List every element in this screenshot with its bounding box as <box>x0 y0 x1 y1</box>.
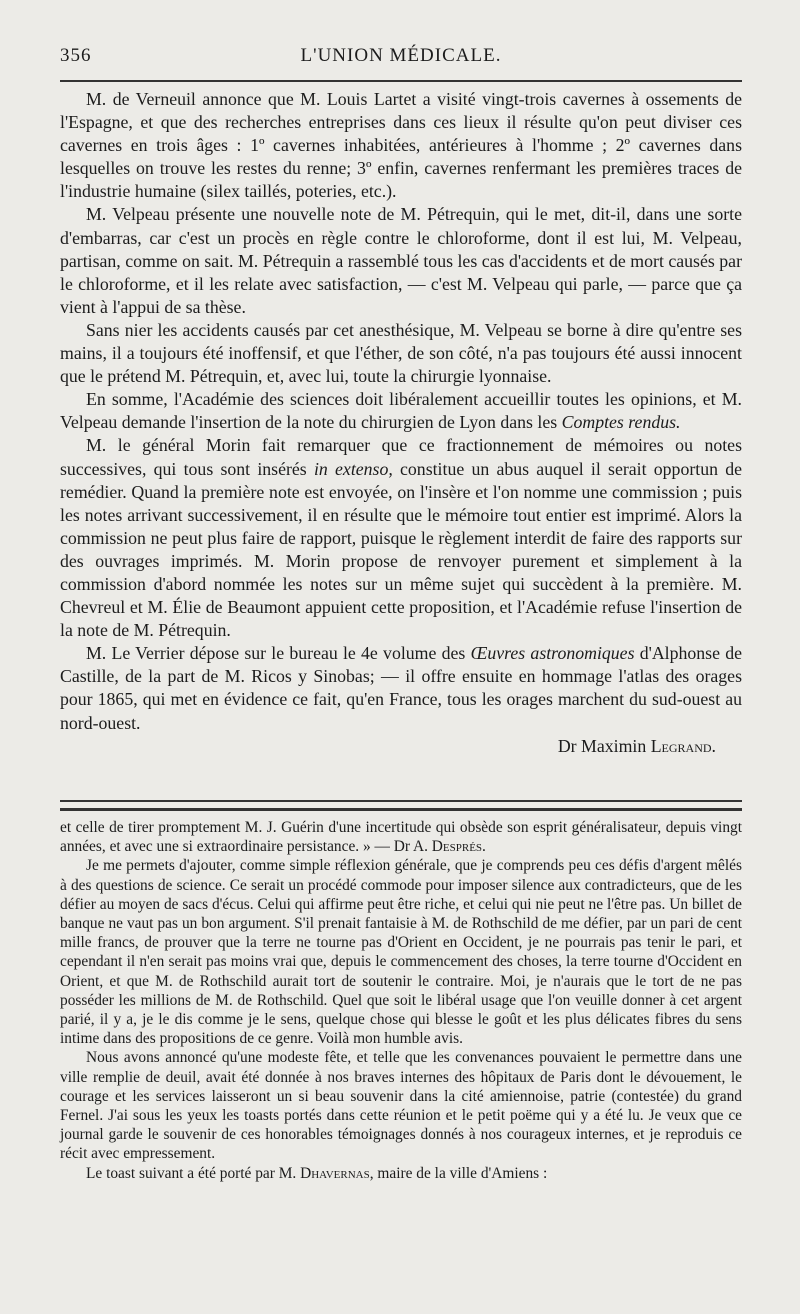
page-header <box>60 0 742 81</box>
paragraph-le-verrier <box>60 642 742 734</box>
signature-name: Legrand. <box>650 735 716 756</box>
p5-text-b: constitue un abus auquel il serait opportun de remédier. Quand la première note est envoyée, on l'insère et l'on nomme une commission ; puis les notes arrivant successivement, il en résulte que le mémoire tout entier est imprimé. Alors la commission ne peut plus faire de rapport, puisque le règlement interdit de faire des rapports sur des ouvrages imprimés. M. Morin propose de renvoyer purement et simplement à la commission d'abord nommée les notes sur un même sujet qui succèdent à la première. M. Chevreul et M. Élie de Beaumont appuient cette proposition, et l'Académie refuse l'insertion de la note de M. Pétrequin. <box>60 458 742 641</box>
academy-report-section <box>60 88 742 758</box>
p6-text-b: d'Alphonse de Castille, de la part de M. Ricos y Sinobas; — il offre ensuite en hommage l'atlas des orages pour 1865, qui met en évidence ce fait, qu'en France, tous les orages marchent du sud-ouest au nord-ouest. <box>60 643 742 733</box>
continuation-text: et celle de tirer promptement M. J. Guérin d'une incertitude qui obsède son esprit généralisateur, depuis vingt années, et avec une si extraordinaire persistance. » — Dr A. <box>60 819 742 856</box>
p5-italic: in extenso, <box>313 458 393 479</box>
page-number: 356 <box>60 45 92 66</box>
continuation-paragraph <box>60 818 742 856</box>
running-title: L'UNION MÉDICALE. <box>300 45 502 66</box>
continuation-author: Després. <box>431 838 486 856</box>
section-divider <box>60 800 742 811</box>
paragraph-fete-internes: Nous avons annoncé qu'une modeste fête, et telle que les convenances pouvaient le permettre dans une ville remplie de deuil, avait été donnée à nos braves internes des hôpitaux de Paris dont le dévouement, le courage et les services laisseront un si beau souvenir dans la cité amiennoise, patrie (contestée) du grand Fernel. J'ai sous les yeux les toasts portés dans cette réunion et le petit poëme qui y a été lu. Je veux que ce journal garde le souvenir de ces honorables témoignages donnés à nos courageux internes, et je reproduis ce récit avec empressement. <box>60 1049 742 1163</box>
feuilleton-section <box>60 818 742 1183</box>
signature-prefix: Dr Maximin <box>557 735 651 756</box>
p4-text: En somme, l'Académie des sciences doit libéralement accueillir toutes les opinions, et M. Velpeau demande l'insertion de la note du chirurgien de Lyon dans les <box>60 389 742 433</box>
paragraph-velpeau-accidents: Sans nier les accidents causés par cet anesthésique, M. Velpeau se borne à dire qu'entre ses mains, il a toujours été inoffensif, et que l'éther, de son côté, n'a pas toujours été aussi innocent que le prétend M. Pétrequin, et, avec lui, toute la chirurgie lyonnaise. <box>60 319 742 387</box>
toast-text-a: Le toast suivant a été porté par M. <box>86 1164 301 1182</box>
header-rule <box>60 80 742 82</box>
paragraph-academy-opinions <box>60 388 742 434</box>
paragraph-reflection: Je me permets d'ajouter, comme simple réflexion générale, que je comprends peu ces défis d'argent mêlés à des questions de science. Ce serait un procédé commode pour imposer silence aux contradicteurs, que de les défier au moyen de sacs d'écus. Celui qui affirme peut être riche, et celui qui nie peut ne l'être pas. Un billet de banque ne vaut pas un bon argument. S'il prenait fantaisie à M. de Rothschild de me défier, par un pari de cent mille francs, de prouver que la terre ne tourne pas d'Orient en Occident, je ne pourrais pas tenir le pari, et cependant il n'en serait pas moins vrai que, depuis le commencement des choses, la terre tourne d'Occident en Orient, et que M. de Rothschild aurait tort de soutenir le contraire. Moi, je n'aurais que le tort de ne pas posséder les millions de M. de Rothschild. Quel que soit le libéral usage que l'on veuille donner à cet argent parié, il y a, je le dis comme je le sens, quelque chose qui blesse le goût et les plus délicates fibres du sens intime dans des propositions de ce genre. Voilà mon humble avis. <box>60 857 742 1048</box>
paragraph-velpeau-note: M. Velpeau présente une nouvelle note de M. Pétrequin, qui le met, dit-il, dans une sorte d'embarras, car c'est un procès en règle contre le chloroforme, dont il est lui, M. Velpeau, partisan, comme on sait. M. Pétrequin a rassemblé tous les cas d'accidents et de mort causés par le chloroforme, et il les relate avec satisfaction, — c'est M. Velpeau qui parle, — parce que ça vient à l'appui de sa thèse. <box>60 204 742 317</box>
p6-text-a: M. Le Verrier dépose sur le bureau le 4e volume des <box>86 643 471 664</box>
p4-italic: Comptes rendus. <box>561 412 681 433</box>
p5-text-a: M. le général Morin fait remarquer que ce fractionnement de mémoires ou notes successives, qui tous sont insérés <box>60 435 742 479</box>
paragraph-morin <box>60 434 742 642</box>
signature <box>60 735 742 758</box>
p6-italic: Œuvres astronomiques <box>470 643 635 664</box>
toast-text-b: maire de la ville d'Amiens : <box>373 1164 548 1182</box>
paragraph-verneuil: M. de Verneuil annonce que M. Louis Lartet a visité vingt-trois cavernes à ossements de l'Espagne, et que des recherches entreprises dans ces lieux il résulte qu'on peut diviser ces cavernes en trois âges : 1º cavernes inhabitées, antérieures à l'homme ; 2º cavernes dans lesquelles on trouve les restes du renne; 3º enfin, cavernes renfermant les premières traces de l'industrie humaine (silex taillés, poteries, etc.). <box>60 89 742 202</box>
toast-name: Dhavernas, <box>300 1164 374 1182</box>
paragraph-toast <box>60 1164 742 1183</box>
